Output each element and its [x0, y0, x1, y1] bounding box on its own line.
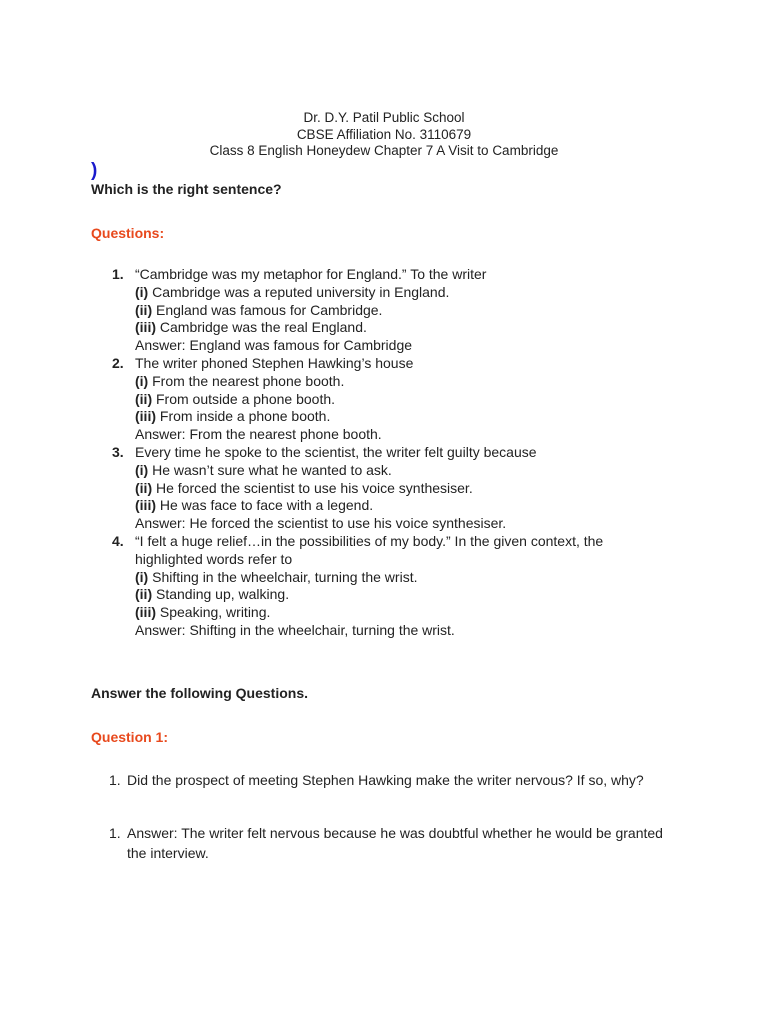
- mcq-stem: Every time he spoke to the scientist, the writer felt guilty because: [135, 443, 537, 460]
- questions-label: Questions:: [91, 225, 165, 241]
- mcq-option: [135, 480, 671, 498]
- option-key: (i): [135, 372, 149, 389]
- option-text: Cambridge was a reputed university in England.: [148, 283, 450, 300]
- chapter-title: Class 8 English Honeydew Chapter 7 A Visit to Cambridge: [209, 143, 559, 158]
- question-1-label: Question 1:: [91, 729, 169, 745]
- answer-text: Answer: The writer felt nervous because he was doubtful whether he would be granted the interview.: [127, 825, 663, 861]
- option-key: (i): [135, 568, 149, 585]
- affiliation-number: CBSE Affiliation No. 3110679: [296, 126, 472, 142]
- stray-parenthesis: ): [91, 160, 98, 181]
- mcq-number: 3.: [112, 443, 124, 460]
- option-text: From inside a phone booth.: [156, 408, 331, 425]
- option-text: Cambridge was the real England.: [156, 319, 367, 336]
- option-text: From outside a phone booth.: [152, 390, 336, 407]
- option-text: From the nearest phone booth.: [148, 372, 345, 389]
- mcq-option: [135, 604, 671, 622]
- mcq-option: [135, 586, 671, 604]
- list-number: 1.: [109, 772, 121, 788]
- option-text: He was face to face with a legend.: [156, 497, 374, 514]
- list-number: 1.: [109, 825, 121, 841]
- mcq-option: [135, 284, 671, 302]
- mcq-answer: Answer: England was famous for Cambridge: [135, 337, 413, 354]
- mcq-item-2: [91, 355, 671, 444]
- mcq-item-1: [91, 266, 671, 355]
- mcq-option: [135, 373, 671, 391]
- mcq-stem: “I felt a huge relief…in the possibilities of my body.” In the given context, the highlighted words refer to: [135, 532, 604, 567]
- option-key: (i): [135, 283, 149, 300]
- mcq-option: [135, 462, 671, 480]
- option-key: (ii): [135, 586, 153, 603]
- mcq-number: 2.: [112, 354, 124, 371]
- mcq-option: [135, 302, 671, 320]
- mcq-stem: The writer phoned Stephen Hawking’s house: [135, 354, 414, 371]
- option-text: Standing up, walking.: [152, 586, 290, 603]
- question-text: Did the prospect of meeting Stephen Hawking make the writer nervous? If so, why?: [127, 772, 644, 788]
- option-text: He wasn’t sure what he wanted to ask.: [148, 461, 392, 478]
- option-text: England was famous for Cambridge.: [152, 301, 383, 318]
- mcq-item-3: [91, 444, 671, 533]
- mcq-list: [91, 266, 671, 640]
- option-text: Speaking, writing.: [156, 604, 271, 621]
- option-key: (ii): [135, 390, 153, 407]
- option-text: Shifting in the wheelchair, turning the wrist.: [148, 568, 418, 585]
- option-key: (ii): [135, 301, 153, 318]
- mcq-option: [135, 408, 671, 426]
- document-header: [0, 110, 768, 160]
- option-key: (iii): [135, 319, 156, 336]
- mcq-answer: Answer: Shifting in the wheelchair, turning the wrist.: [135, 621, 455, 638]
- mcq-stem: “Cambridge was my metaphor for England.” To the writer: [135, 266, 487, 282]
- mcq-answer: Answer: From the nearest phone booth.: [135, 426, 382, 443]
- mcq-option: [135, 497, 671, 515]
- option-key: (ii): [135, 479, 153, 496]
- mcq-item-4: [91, 533, 671, 640]
- question-1-answer-list: [91, 823, 671, 863]
- mcq-answer: Answer: He forced the scientist to use his voice synthesiser.: [135, 515, 507, 532]
- mcq-number: 1.: [112, 266, 124, 282]
- school-name: Dr. D.Y. Patil Public School: [303, 110, 465, 125]
- mcq-option: [135, 391, 671, 409]
- section-heading-answer-questions: Answer the following Questions.: [91, 685, 309, 701]
- question-1-list: [91, 770, 671, 790]
- option-key: (i): [135, 461, 149, 478]
- section-heading-right-sentence: Which is the right sentence?: [91, 181, 282, 197]
- option-key: (iii): [135, 604, 156, 621]
- list-item: [91, 823, 671, 863]
- option-key: (iii): [135, 408, 156, 425]
- mcq-option: [135, 319, 671, 337]
- option-text: He forced the scientist to use his voice synthesiser.: [152, 479, 473, 496]
- mcq-number: 4.: [112, 532, 124, 549]
- list-item: [91, 770, 671, 790]
- option-key: (iii): [135, 497, 156, 514]
- mcq-option: [135, 569, 671, 587]
